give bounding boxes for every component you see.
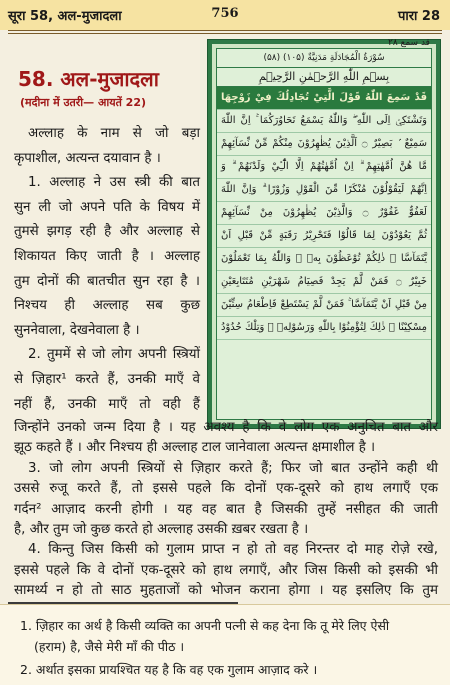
footnote-1-continued: (हराम) है, जैसे मेरी माँ की पीठ । (34, 639, 185, 654)
text-line: नहीं हैं, उनकी माएँ तो वही हैं (14, 396, 200, 412)
text-line: कृपाशील, अत्यन्त दयावान है । (14, 150, 161, 166)
panel-juz-label: قد سمع ۲۸ (388, 38, 430, 48)
text-line: तुम दोनों की बातचीत सुन रहा है । (14, 273, 200, 289)
header-divider (8, 30, 442, 31)
arabic-surah-heading: (۵۸) سُوْرَةُ الْمُجَادَلَةِ مَدَنِيَّةٌ (۱۰۵) (217, 49, 431, 68)
text-line: उससे रुजू करते हैं, तो इससे पहले कि दोनों एक-दूसरे को हाथ लगाएँ एक (14, 481, 438, 497)
text-line: निश्चय ही अल्लाह सब कुछ (14, 298, 200, 314)
footnote-1: 1. ज़िहार का अर्थ है किसी व्यक्ति का अपनी पत्नी से कह देना कि तू मेरे लिए ऐसी (20, 618, 390, 633)
arabic-line: مِنْ قَبْلِ اَنْ يَّتَمَآسَّا ۚ فَمَنْ لَّمْ يَسْتَطِعْ فَاِطْعَامُ سِتِّيْنَ (217, 294, 431, 317)
para-label: पारा 28 (397, 9, 440, 24)
text-line: शिकायत किए जाती है । अल्लाह (14, 248, 200, 264)
arabic-line: وَتَشْتَكِيْۤ اِلَى اللّٰهِ ۖ وَاللّٰهُ يَسْمَعُ تَحَاوُرَكُمَا ۚ اِنَّ اللّٰهَ (217, 110, 431, 133)
page-number: 756 (211, 6, 239, 21)
text-line: तुमसे झगड़ रही है और अल्लाह से (14, 224, 200, 240)
text-line: 3. जो लोग अपनी स्त्रियों से ज़िहार करते हैं; फिर जो बात उन्होंने कही थी (28, 460, 438, 476)
arabic-line: يَّتَمَآسَّا ۗ ذٰلِكُمْ تُوْعَظُوْنَ بِهٖ ۗ وَاللّٰهُ بِمَا تَعْمَلُوْنَ (217, 248, 431, 271)
text-line: झूठ कहते हैं । और निश्चय ही अल्लाह टाल जानेवाला अत्यन्त क्षमाशील है । (14, 440, 376, 456)
text-line: सामर्थ्य न हो तो साठ मुहताजों को भोजन कराना होगा । यह इसलिए कि तुम (14, 583, 438, 599)
narrow-column-text (14, 122, 200, 417)
text-line: गर्दन² आज़ाद करनी होगी । यह वह बात है जिसकी तुम्हें नसीहत की जाती (14, 501, 438, 517)
arabic-line: مَّا هُنَّ اُمَّهٰتِهِمْ ۗ اِنْ اُمَّهٰتُهُمْ اِلَّا الّٰٓـِٔيْ وَلَدْنَهُمْ ۗ وَ (217, 156, 431, 179)
surah-running-title: सूरा 58, अल-मुजादला (8, 9, 122, 24)
footnotes (0, 604, 450, 685)
arabic-line: لَعَفُوٌّ غَفُوْرٌ ۝ وَالَّذِيْنَ يُظٰهِرُوْنَ مِنْ نِّسَآئِهِمْ (217, 202, 431, 225)
text-line: 1. अल्लाह ने उस स्त्री की बात (28, 175, 200, 191)
arabic-text-panel (208, 40, 440, 428)
arabic-line: مِسْكِيْنًا ۗ ذٰلِكَ لِتُؤْمِنُوْا بِاللّٰهِ وَرَسُوْلِهٖ ۗ وَتِلْكَ حُدُوْدُ (217, 317, 431, 340)
arabic-line: اِنَّهُمْ لَيَقُوْلُوْنَ مُنْكَرًا مِّنَ الْقَوْلِ وَزُوْرًا ۗ وَاِنَّ اللّٰهَ (217, 179, 431, 202)
arabic-line: ثُمَّ يَعُوْدُوْنَ لِمَا قَالُوْا فَتَحْرِيْرُ رَقَبَةٍ مِّنْ قَبْلِ اَنْ (217, 225, 431, 248)
surah-meta: (मदीना में उतरी— आयतें 22) (20, 96, 147, 109)
surah-title: 58. अल-मुजादला (18, 67, 159, 91)
arabic-inner-frame (216, 48, 432, 420)
text-line: सुननेवाला, देखनेवाला है । (14, 322, 140, 338)
wide-column-text (14, 418, 438, 602)
text-line: जिन्होंने उनको जन्म दिया है । यह अवश्य है कि वे लोग एक अनुचित बात और (14, 420, 438, 435)
text-line: है, और तुम जो कुछ करते हो अल्लाह उसकी ख़बर रखता है । (14, 521, 309, 537)
text-line: 2. तुममें से जो लोग अपनी स्त्रियों (28, 347, 200, 363)
arabic-line: قَدْ سَمِعَ اللّٰهُ قَوْلَ الَّتِيْ تُجَادِلُكَ فِيْ زَوْجِهَا (217, 87, 431, 110)
footnote-2: 2. अर्थात इसका प्रायश्चित यह है कि वह एक गुलाम आज़ाद करे । (20, 662, 318, 677)
arabic-bismillah: بِسۡمِ اللّٰهِ الرَّحۡمٰنِ الرَّحِيۡمِ (217, 68, 431, 87)
text-line: सुन ली जो अपने पति के विषय में (14, 199, 200, 215)
arabic-line: سَمِيْعٌ ۢ بَصِيْرٌ ۝ اَلَّذِيْنَ يُظٰهِرُوْنَ مِنْكُمْ مِّنْ نِّسَآئِهِمْ (217, 133, 431, 156)
text-line: से ज़िहार¹ करते हैं, उनकी माएँ वे (14, 371, 200, 387)
arabic-line: خَبِيْرٌ ۝ فَمَنْ لَّمْ يَجِدْ فَصِيَامُ شَهْرَيْنِ مُتَتَابِعَيْنِ (217, 271, 431, 294)
header-divider-second (8, 33, 442, 34)
text-line: 4. किन्तु जिस किसी को गुलाम प्राप्त न हो तो वह निरन्तर दो माह रोज़े रखे, (28, 542, 438, 558)
text-line: इससे पहले कि वे दोनों एक-दूसरे को हाथ लगाएँ, और जिस किसी को इसकी भी (14, 562, 438, 578)
page-header (0, 0, 450, 30)
text-line: अल्लाह के नाम से जो बड़ा (28, 126, 200, 141)
